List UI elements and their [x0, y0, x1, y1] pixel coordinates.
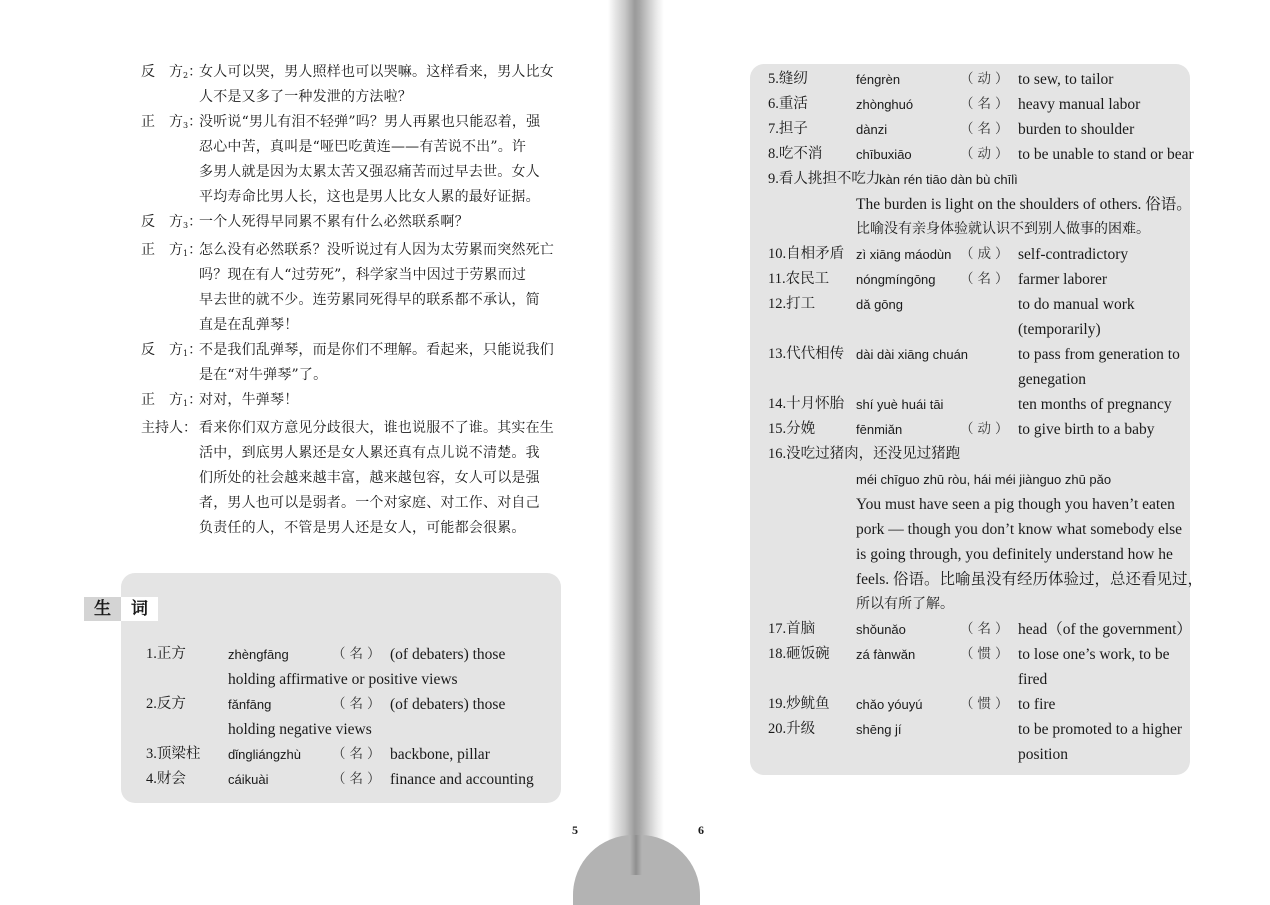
vocab-word: 首脑	[786, 621, 816, 637]
vocab-definition: to give birth to a baby	[1018, 421, 1155, 438]
vocab-number	[768, 692, 830, 717]
vocab-list-left	[146, 642, 546, 792]
vocab-pinyin: kàn rén tiāo dàn bù chīlì	[879, 172, 1018, 187]
vocab-word: 顶梁柱	[156, 746, 201, 762]
vocab-part-of-speech: （名）	[332, 771, 385, 787]
vocab-index: 17.	[768, 621, 787, 637]
speaker-index: 3	[183, 121, 189, 130]
vocab-index: 13.	[768, 346, 787, 362]
speech-line: 直是在乱弹琴！	[199, 317, 299, 333]
vocab-continuation: fired	[1018, 671, 1048, 688]
vocab-definition: farmer laborer	[1018, 271, 1108, 288]
vocab-word: 打工	[786, 296, 816, 312]
vocab-entry	[768, 142, 1194, 167]
speaker-colon: ：	[188, 392, 203, 408]
vocab-entry	[768, 267, 1188, 292]
vocab-number	[146, 767, 186, 792]
vocab-word: 十月怀胎	[786, 396, 845, 412]
vocab-pinyin: dài dài xiāng chuán	[856, 347, 969, 362]
speech-line: 忍心中苦，真叫是“哑巴吃黄连——有苦说不出”。许	[199, 139, 527, 155]
vocab-index: 11.	[768, 271, 786, 287]
vocab-pinyin: shǒunǎo	[856, 622, 906, 637]
vocab-part-of-speech: （名）	[960, 121, 1013, 137]
vocab-index: 2.	[146, 696, 157, 712]
vocab-continuation: You must have seen a pig though you haven’t eaten	[856, 496, 1175, 513]
speaker-label	[141, 110, 203, 210]
vocab-entry	[768, 442, 1188, 467]
vocab-number	[768, 142, 822, 167]
vocab-entry	[768, 292, 1188, 317]
vocab-part-of-speech: （成）	[960, 246, 1013, 262]
page-number-right: 6	[698, 823, 704, 837]
vocab-index: 12.	[768, 296, 787, 312]
vocab-word: 吃不消	[778, 146, 823, 162]
vocab-pinyin: dǐngliángzhù	[228, 747, 302, 762]
vocab-entry	[768, 167, 1188, 192]
vocab-index: 15.	[768, 421, 787, 437]
vocab-part-of-speech: （名）	[960, 271, 1013, 287]
vocab-definition: ten months of pregnancy	[1018, 396, 1172, 413]
vocab-entry	[768, 717, 1188, 742]
speech-line: 负责任的人，不管是男人还是女人，可能都会很累。	[199, 520, 526, 536]
dialogue-turn	[141, 388, 561, 416]
vocab-index: 6.	[768, 96, 779, 112]
vocab-part-of-speech: （名）	[332, 696, 385, 712]
vocab-pinyin: nóngmíngōng	[856, 272, 936, 287]
speech-line: 们所处的社会越来越丰富，越来越包容，女人可以是强	[199, 470, 540, 486]
vocab-definition: heavy manual labor	[1018, 96, 1141, 113]
spine-bottom-left	[573, 835, 637, 905]
vocab-index: 19.	[768, 696, 787, 712]
speech-text	[199, 416, 557, 541]
speech-line: 一个人死得早同累不累有什么必然联系啊？	[199, 214, 469, 230]
vocab-number	[768, 292, 815, 317]
vocab-number	[768, 442, 960, 467]
vocab-word: 担子	[778, 121, 808, 137]
speech-line: 看来你们双方意见分歧很大，谁也说服不了谁。其实在生	[199, 420, 554, 436]
speaker-name: 反 方	[141, 214, 183, 230]
speech-line: 平均寿命比男人长，这也是男人比女人累的最好证据。	[199, 189, 540, 205]
vocab-pinyin: cáikuài	[228, 772, 269, 787]
vocab-continuation: méi chīguo zhū ròu, hái méi jiànguo zhū pǎo	[856, 472, 1112, 487]
vocab-entry	[768, 642, 1188, 667]
vocab-index: 3.	[146, 746, 157, 762]
vocab-number	[768, 617, 815, 642]
vocab-index: 9.	[768, 171, 779, 187]
vocab-definition: backbone, pillar	[390, 746, 490, 763]
vocab-definition: self-contradictory	[1018, 246, 1129, 263]
vocab-pinyin: shí yuè huái tāi	[856, 397, 944, 412]
vocab-word: 缝纫	[778, 71, 808, 87]
vocab-definition: to be unable to stand or bear	[1018, 146, 1194, 163]
dialogue-turn	[141, 210, 561, 238]
vocab-index: 4.	[146, 771, 157, 787]
vocab-definition: burden to shoulder	[1018, 121, 1135, 138]
vocab-number	[768, 417, 815, 442]
dialogue-turn	[141, 338, 561, 388]
speaker-colon: ：	[188, 214, 203, 230]
speech-line: 活中，到底男人累还是女人累还真有点儿说不清楚。我	[199, 445, 540, 461]
speech-line: 女人可以哭，男人照样也可以哭嘛。这样看来，男人比女	[199, 64, 554, 80]
vocab-continuation: (temporarily)	[1018, 321, 1101, 338]
vocab-word: 反方	[156, 696, 186, 712]
speaker-colon: ：	[183, 420, 197, 436]
vocab-number	[768, 642, 830, 667]
vocab-entry	[146, 742, 546, 767]
book-spine	[608, 0, 664, 867]
vocab-index: 16.	[768, 446, 787, 462]
speaker-index: 3	[183, 221, 189, 230]
vocab-definition: to be promoted to a higher	[1018, 721, 1182, 738]
vocab-index: 14.	[768, 396, 787, 412]
speaker-name: 正 方	[141, 242, 183, 258]
vocab-pinyin: chǎo yóuyú	[856, 697, 923, 712]
vocab-word: 没吃过猪肉，还没见过猪跑	[786, 446, 961, 462]
vocab-number	[768, 67, 808, 92]
speech-line: 对对，牛弹琴！	[199, 392, 299, 408]
speaker-name: 正 方	[141, 392, 183, 408]
vocab-number	[146, 742, 200, 767]
vocab-part-of-speech: （名）	[960, 621, 1013, 637]
vocab-pinyin: zhèngfāng	[228, 647, 289, 662]
spine-bottom-seam	[630, 835, 642, 875]
vocab-index: 1.	[146, 646, 157, 662]
vocab-entry	[768, 392, 1188, 417]
speaker-name: 反 方	[141, 342, 183, 358]
vocab-continuation: genegation	[1018, 371, 1087, 388]
speaker-colon: ：	[188, 342, 203, 358]
speaker-label	[141, 210, 203, 238]
vocab-entry	[768, 117, 1188, 142]
dialogue-turn	[141, 60, 561, 110]
vocab-part-of-speech: （名）	[332, 746, 385, 762]
speaker-label	[141, 238, 203, 338]
speech-text	[199, 338, 557, 388]
vocab-index: 20.	[768, 721, 787, 737]
speech-text	[199, 238, 557, 338]
vocab-number	[768, 242, 844, 267]
vocab-part-of-speech: （惯）	[960, 696, 1013, 712]
vocab-entry	[146, 767, 546, 792]
vocab-entry	[768, 242, 1188, 267]
vocab-definition: to fire	[1018, 696, 1056, 713]
speaker-index: 1	[183, 349, 189, 358]
page-number-left: 5	[572, 823, 578, 837]
vocab-index: 8.	[768, 146, 779, 162]
vocab-entry	[146, 692, 546, 717]
speaker-label	[141, 60, 203, 110]
speaker-name: 反 方	[141, 64, 183, 80]
vocab-definition: (of debaters) those	[390, 696, 506, 713]
speaker-index: 1	[183, 399, 189, 408]
vocab-number	[768, 342, 844, 367]
vocab-number	[146, 642, 186, 667]
vocab-pinyin: dǎ gōng	[856, 297, 903, 312]
vocab-entry	[146, 642, 546, 667]
vocab-continuation: 比喻没有亲身体验就认识不到别人做事的困难。	[856, 221, 1150, 237]
vocab-header-char-1: 生	[84, 597, 121, 621]
speech-line: 多男人就是因为太累太苦又强忍痛苦而过早去世。女人	[199, 164, 540, 180]
speech-line: 者，男人也可以是弱者。一个对家庭、对工作、对自己	[199, 495, 540, 511]
vocab-continuation: The burden is light on the shoulders of others. 俗语。	[856, 196, 1192, 213]
speech-line: 吗？现在有人“过劳死”，科学家当中因过于劳累而过	[199, 267, 527, 283]
vocab-definition: finance and accounting	[390, 771, 534, 788]
vocab-word: 分娩	[786, 421, 816, 437]
speaker-colon: ：	[188, 114, 203, 130]
speaker-index: 1	[183, 249, 189, 258]
dialogue-text	[141, 60, 561, 541]
vocab-part-of-speech: （动）	[960, 146, 1013, 162]
vocab-word: 农民工	[785, 271, 830, 287]
speaker-label	[141, 338, 203, 388]
vocab-index: 18.	[768, 646, 787, 662]
speaker-name: 正 方	[141, 114, 183, 130]
vocab-entry	[768, 67, 1188, 92]
vocab-continuation: holding affirmative or positive views	[228, 671, 458, 688]
speech-line: 没听说“男儿有泪不轻弹”吗？男人再累也只能忍着，强	[199, 114, 541, 130]
vocab-number	[768, 392, 844, 417]
vocab-pinyin: dànzi	[856, 122, 888, 137]
vocab-entry	[768, 417, 1188, 442]
vocab-number	[768, 117, 808, 142]
spine-bottom-right	[636, 835, 700, 905]
vocab-pinyin: fēnmiǎn	[856, 422, 903, 437]
speech-line: 早去世的就不少。连劳累同死得早的联系都不承认，简	[199, 292, 540, 308]
vocab-continuation: is going through, you definitely understand how he	[856, 546, 1173, 563]
vocab-pinyin: zá fànwǎn	[856, 647, 916, 662]
vocab-word: 自相矛盾	[786, 246, 845, 262]
vocab-definition: to lose one’s work, to be	[1018, 646, 1170, 663]
vocab-index: 7.	[768, 121, 779, 137]
speech-line: 不是我们乱弹琴，而是你们不理解。看起来，只能说我们	[199, 342, 554, 358]
speaker-colon: ：	[188, 64, 203, 80]
vocab-word: 升级	[786, 721, 816, 737]
vocab-header-char-2: 词	[121, 597, 158, 621]
vocab-pinyin: zhònghuó	[856, 97, 914, 112]
vocab-pinyin: chībuxiāo	[856, 147, 912, 162]
vocab-definition: to sew, to tailor	[1018, 71, 1114, 88]
speaker-colon: ：	[188, 242, 203, 258]
vocab-entry	[768, 692, 1188, 717]
speech-text	[199, 210, 557, 238]
vocab-part-of-speech: （名）	[332, 646, 385, 662]
vocab-index: 10.	[768, 246, 787, 262]
vocab-continuation: 所以有所了解。	[856, 596, 954, 612]
vocab-word: 看人挑担不吃力	[778, 171, 881, 187]
vocab-word: 财会	[156, 771, 186, 787]
speech-text	[199, 388, 557, 416]
vocab-definition: to do manual work	[1018, 296, 1135, 313]
speech-text	[199, 110, 557, 210]
vocab-number	[768, 167, 880, 192]
vocab-definition: head（of the government）	[1018, 621, 1192, 638]
speaker-name: 主持人	[141, 420, 183, 436]
vocab-continuation: holding negative views	[228, 721, 372, 738]
vocab-word: 炒鱿鱼	[786, 696, 830, 712]
dialogue-turn	[141, 238, 561, 338]
speech-line: 人不是又多了一种发泄的方法啦？	[199, 89, 412, 105]
vocab-continuation: pork — though you don’t know what somebody else	[856, 521, 1183, 538]
vocab-definition: (of debaters) those	[390, 646, 506, 663]
speaker-label	[141, 388, 203, 416]
vocab-word: 砸饭碗	[786, 646, 830, 662]
vocab-number	[768, 717, 815, 742]
vocab-header	[84, 597, 158, 621]
vocab-entry	[768, 342, 1188, 367]
vocab-part-of-speech: （动）	[960, 71, 1013, 87]
vocab-word: 重活	[778, 96, 808, 112]
vocab-pinyin: shēng jí	[856, 722, 902, 737]
dialogue-turn	[141, 110, 561, 210]
vocab-entry	[768, 92, 1188, 117]
dialogue-turn	[141, 416, 561, 541]
vocab-number	[768, 92, 808, 117]
speech-line: 是在“对牛弹琴”了。	[199, 367, 328, 383]
speaker-index: 2	[183, 71, 189, 80]
vocab-part-of-speech: （惯）	[960, 646, 1013, 662]
vocab-word: 正方	[156, 646, 186, 662]
vocab-part-of-speech: （名）	[960, 96, 1013, 112]
speech-text	[199, 60, 557, 110]
speaker-label	[141, 416, 199, 541]
vocab-index: 5.	[768, 71, 779, 87]
vocab-word: 代代相传	[786, 346, 845, 362]
vocab-list-right	[768, 67, 1204, 767]
vocab-pinyin: zì xiāng máodùn	[856, 247, 952, 262]
vocab-continuation: position	[1018, 746, 1068, 763]
vocab-entry	[768, 617, 1192, 642]
vocab-part-of-speech: （动）	[960, 421, 1013, 437]
speech-line: 怎么没有必然联系？没听说过有人因为太劳累而突然死亡	[199, 242, 554, 258]
vocab-definition: to pass from generation to	[1018, 346, 1180, 363]
vocab-pinyin: féngrèn	[856, 72, 901, 87]
vocab-continuation: feels. 俗语。比喻虽没有经历体验过，总还看见过，	[856, 571, 1204, 588]
vocab-number	[768, 267, 829, 292]
vocab-number	[146, 692, 186, 717]
vocab-pinyin: fǎnfāng	[228, 697, 272, 712]
